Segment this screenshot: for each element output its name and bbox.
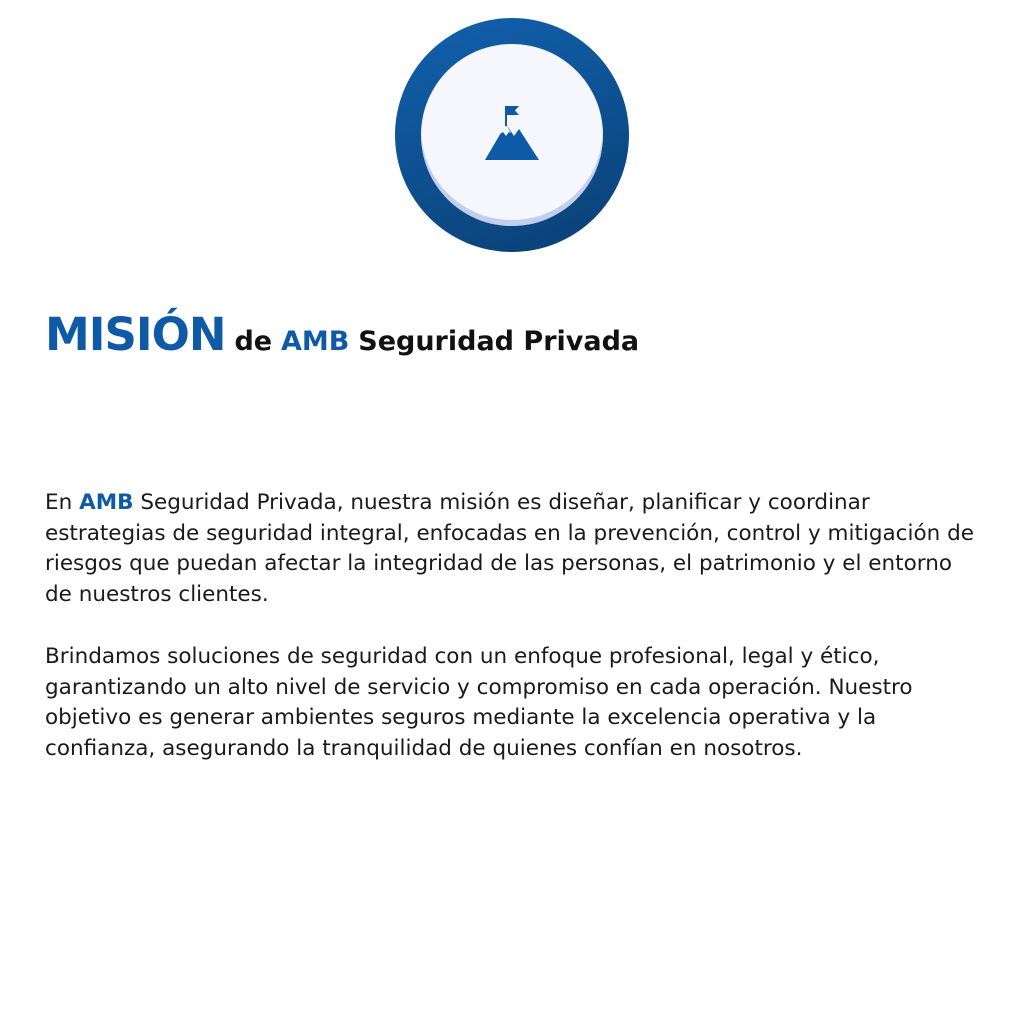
mission-paragraph-1 bbox=[45, 488, 985, 611]
paragraph-text: Seguridad Privada, nuestra misión es diseñar, planificar y coordinar estrategias de seguridad integral, enfocadas en la prevención, control y mitigación de riesgos que puedan afectar la integridad de las personas, el patrimonio y el entorno de nuestros clientes. bbox=[45, 490, 974, 608]
emblem-inner-circle bbox=[421, 44, 603, 226]
title-rest: Seguridad Privada bbox=[358, 326, 640, 357]
page-title bbox=[45, 308, 640, 361]
title-connector: de bbox=[234, 326, 273, 357]
mountain-flag-icon bbox=[479, 102, 545, 168]
mission-emblem bbox=[395, 18, 629, 252]
title-brand: AMB bbox=[281, 326, 350, 357]
title-mision: MISIÓN bbox=[45, 308, 226, 361]
paragraph-brand: AMB bbox=[79, 490, 134, 515]
paragraph-lead: En bbox=[45, 490, 73, 515]
mission-paragraph-2: Brindamos soluciones de seguridad con un enfoque profesional, legal y ético, garantizando un alto nivel de servicio y compromiso en cada operación. Nuestro objetivo es generar ambientes seguros mediante la excelencia operativa y la confianza, asegurando la tranquilidad de quienes confían en nosotros. bbox=[45, 644, 913, 762]
